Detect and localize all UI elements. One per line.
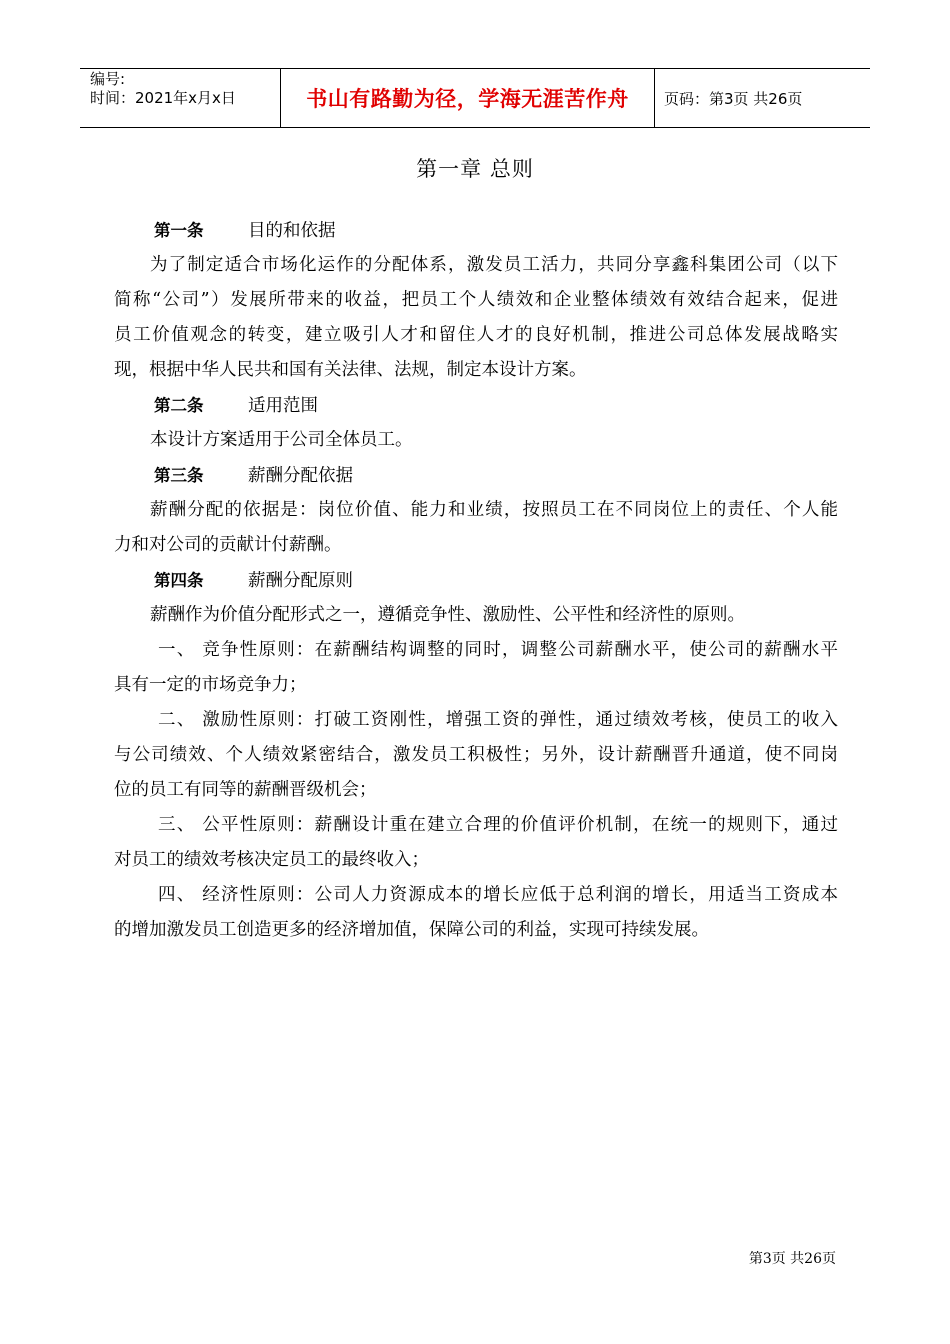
header-meta bbox=[80, 69, 281, 127]
list-item-line: 一、 竞争性原则：在薪酬结构调整的同时，调整公司薪酬水平，使公司的薪酬水平 bbox=[158, 640, 838, 660]
paragraph-line: 为了制定适合市场化运作的分配体系，激发员工活力，共同分享鑫科集团公司（以下 bbox=[150, 255, 838, 275]
paragraph-line: 薪酬分配的依据是：岗位价值、能力和业绩，按照员工在不同岗位上的责任、个人能 bbox=[150, 500, 838, 520]
article-heading bbox=[114, 213, 838, 248]
chapter-title: 第一章 总则 bbox=[416, 157, 534, 181]
document-body bbox=[114, 213, 838, 948]
list-item-line: 四、 经济性原则：公司人力资源成本的增长应低于总利润的增长，用适当工资成本 bbox=[158, 885, 838, 905]
paragraph-line: 本设计方案适用于公司全体员工。 bbox=[150, 430, 413, 450]
list-item-line: 位的员工有同等的薪酬晋级机会； bbox=[114, 780, 377, 800]
article-title: 薪酬分配原则 bbox=[248, 571, 353, 591]
header-page-number: 页码：第3页 共26页 bbox=[664, 89, 803, 108]
article-heading bbox=[114, 458, 838, 493]
list-item-line: 与公司绩效、个人绩效紧密结合，激发员工积极性；另外，设计薪酬晋升通道，使不同岗 bbox=[114, 745, 838, 765]
page-header bbox=[80, 68, 870, 128]
paragraph-line: 力和对公司的贡献计付薪酬。 bbox=[114, 535, 342, 555]
article-heading bbox=[114, 563, 838, 598]
paragraph-line: 员工价值观念的转变，建立吸引人才和留住人才的良好机制，推进公司总体发展战略实 bbox=[114, 325, 838, 345]
list-item-line: 的增加激发员工创造更多的经济增加值，保障公司的利益，实现可持续发展。 bbox=[114, 920, 709, 940]
article-number: 第四条 bbox=[154, 571, 204, 590]
document-time-label: 时间：2021年x月x日 bbox=[90, 89, 236, 107]
article-number: 第三条 bbox=[154, 466, 204, 485]
article-title: 目的和依据 bbox=[248, 221, 336, 241]
article-title: 薪酬分配依据 bbox=[248, 466, 353, 486]
header-motto: 书山有路勤为径，学海无涯苦作舟 bbox=[281, 69, 655, 127]
list-item-line: 对员工的绩效考核决定员工的最终收入； bbox=[114, 850, 429, 870]
list-item-line: 二、 激励性原则：打破工资刚性，增强工资的弹性，通过绩效考核，使员工的收入 bbox=[158, 710, 838, 730]
page-footer: 第3页 共26页 bbox=[748, 1251, 836, 1267]
article-number: 第二条 bbox=[154, 396, 204, 415]
document-number-label: 编号: bbox=[90, 70, 126, 88]
article-heading bbox=[114, 388, 838, 423]
list-item-line: 三、 公平性原则：薪酬设计重在建立合理的价值评价机制，在统一的规则下，通过 bbox=[158, 815, 838, 835]
paragraph-line: 薪酬作为价值分配形式之一，遵循竞争性、激励性、公平性和经济性的原则。 bbox=[150, 605, 745, 625]
paragraph-line: 现，根据中华人民共和国有关法律、法规，制定本设计方案。 bbox=[114, 360, 587, 380]
article-title: 适用范围 bbox=[248, 396, 318, 416]
article-number: 第一条 bbox=[154, 221, 204, 240]
list-item-line: 具有一定的市场竞争力； bbox=[114, 675, 307, 695]
paragraph-line: 简称“公司”）发展所带来的收益，把员工个人绩效和企业整体绩效有效结合起来，促进 bbox=[114, 290, 838, 310]
